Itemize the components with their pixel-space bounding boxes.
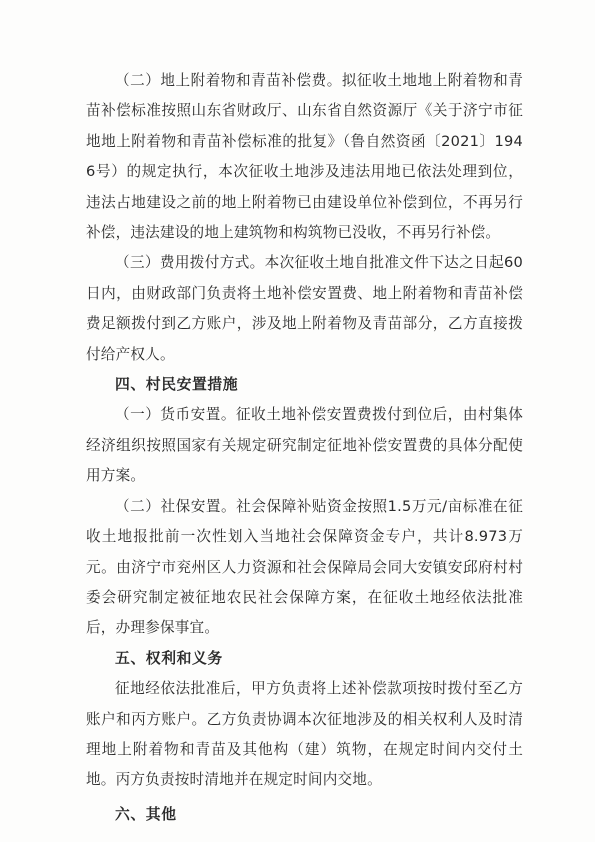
paragraph-social-security-resettlement: （二）社保安置。社会保障补贴资金按照1.5万元/亩标准在征收土地报批前一次性划入当地社会保障资金专户，共计8.973万元。由济宁市兖州区人力资源和社会保障局会同大安镇安邱府村村委会研究制定被征地农民社会保障方案，在征收土地经依法批准后，办理参保事宜。 [86,497,523,637]
paragraph-payment-method: （三）费用拨付方式。本次征收土地自批准文件下达之日起60日内，由财政部门负责将土地补偿安置费、地上附着物和青苗补偿费足额拨付到乙方账户，涉及地上附着物及青苗部分，乙方直接拨付给产权人。 [86,254,523,363]
paragraph-ground-attachments-compensation: （二）地上附着物和青苗补偿费。拟征收土地地上附着物和青苗补偿标准按照山东省财政厅、山东省自然资源厅《关于济宁市征地地上附着物和青苗补偿标准的批复》（鲁自然资函〔2021〕1946号）的规定执行，本次征收土地涉及违法用地已依法处理到位，违法占地建设之前的地上附着物已由建设单位补偿到位，不再另行补偿，违法建设的地上建筑物和构筑物已没收，不再另行补偿。 [86,72,523,242]
paragraph-monetary-resettlement: （一）货币安置。征收土地补偿安置费拨付到位后，由村集体经济组织按照国家有关规定研究制定征地补偿安置费的具体分配使用方案。 [86,406,523,485]
paragraph-rights-obligations: 征地经依法批准后，甲方负责将上述补偿款项按时拨付至乙方账户和丙方账户。乙方负责协调本次征地涉及的相关权利人及时清理地上附着物和青苗及其他构（建）筑物，在规定时间内交付土地。丙方负责按时清地并在规定时间内交地。 [86,680,523,789]
section-heading-rights-obligations: 五、权利和义务 [115,649,223,667]
document-body [86,66,523,830]
section-heading-other: 六、其他 [115,805,177,823]
section-heading-resettlement: 四、村民安置措施 [115,376,239,394]
